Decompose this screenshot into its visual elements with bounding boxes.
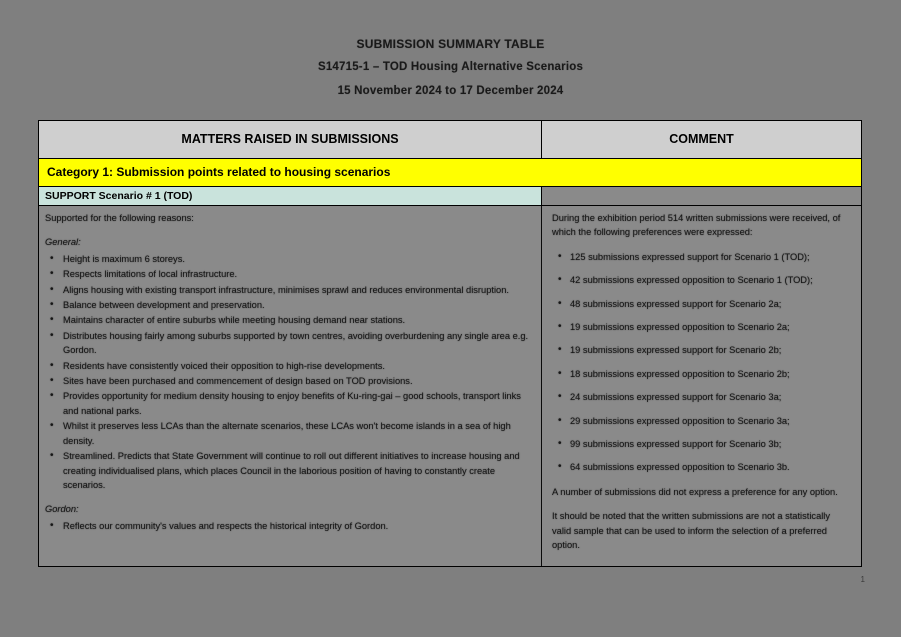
list-item: • Respects limitations of local infrastructure. bbox=[61, 267, 533, 281]
support-scenario-blank bbox=[542, 187, 861, 205]
gordon-subheading: Gordon: bbox=[45, 504, 79, 515]
matters-intro: Supported for the following reasons: bbox=[45, 213, 194, 223]
document-header bbox=[0, 0, 901, 97]
submission-counts-list bbox=[552, 250, 851, 475]
support-scenario-label: SUPPORT Scenario # 1 (TOD) bbox=[39, 187, 542, 205]
column-header-matters-raised: MATTERS RAISED IN SUBMISSIONS bbox=[39, 121, 542, 158]
category-label: Category 1: Submission points related to housing scenarios bbox=[39, 159, 861, 186]
page-title: SUBMISSION SUMMARY TABLE bbox=[356, 37, 545, 51]
comment-note-one: A number of submissions did not express a preference for any option. bbox=[552, 486, 838, 497]
list-item: • Sites have been purchased and commencement of design based on TOD provisions. bbox=[61, 374, 533, 388]
list-item: • 19 submissions expressed opposition to Scenario 2a; bbox=[570, 320, 851, 334]
list-item: • Balance between development and preservation. bbox=[61, 298, 533, 312]
page-number: 1 bbox=[860, 575, 865, 584]
matters-raised-cell bbox=[39, 206, 542, 566]
list-item: • 42 submissions expressed opposition to Scenario 1 (TOD); bbox=[570, 273, 851, 287]
list-item: • 64 submissions expressed opposition to Scenario 3b. bbox=[570, 460, 851, 474]
list-item: • Maintains character of entire suburbs while meeting housing demand near stations. bbox=[61, 313, 533, 327]
comment-intro: During the exhibition period 514 written submissions were received, of which the following preferences were expressed: bbox=[552, 213, 841, 238]
list-item: • 24 submissions expressed support for Scenario 3a; bbox=[570, 390, 851, 404]
category-row bbox=[39, 159, 861, 187]
page-subtitle: S14715-1 – TOD Housing Alternative Scenarios bbox=[317, 61, 584, 73]
list-item: • 18 submissions expressed opposition to Scenario 2b; bbox=[570, 367, 851, 381]
comment-note-two: It should be noted that the written submissions are not a statistically valid sample that can be used to inform the selection of a preferred option. bbox=[552, 511, 831, 551]
general-subheading: General: bbox=[45, 237, 81, 248]
page-daterange: 15 November 2024 to 17 December 2024 bbox=[337, 84, 564, 97]
spacer bbox=[45, 493, 533, 502]
list-item: • Residents have consistently voiced their opposition to high-rise developments. bbox=[61, 359, 533, 373]
comment-cell bbox=[542, 206, 861, 566]
list-item: • 29 submissions expressed opposition to Scenario 3a; bbox=[570, 414, 851, 428]
list-item: • 99 submissions expressed support for Scenario 3b; bbox=[570, 437, 851, 451]
general-points-list bbox=[45, 252, 533, 493]
list-item: • Reflects our community's values and respects the historical integrity of Gordon. bbox=[61, 519, 533, 533]
list-item: • Distributes housing fairly among suburbs supported by town centres, avoiding overburdening any single area e.g. Gordon. bbox=[61, 329, 533, 358]
list-item: • Height is maximum 6 storeys. bbox=[61, 252, 533, 266]
list-item: • 48 submissions expressed support for Scenario 2a; bbox=[570, 297, 851, 311]
list-item: • Aligns housing with existing transport infrastructure, minimises sprawl and reduces environmental disruption. bbox=[61, 283, 533, 297]
gordon-points-list bbox=[45, 519, 533, 533]
list-item: • 125 submissions expressed support for Scenario 1 (TOD); bbox=[570, 250, 851, 264]
table-header-row bbox=[39, 121, 861, 159]
column-header-comment: COMMENT bbox=[542, 121, 861, 158]
submission-summary-table bbox=[38, 120, 862, 567]
table-body-row bbox=[39, 206, 861, 566]
list-item: • 19 submissions expressed support for Scenario 2b; bbox=[570, 343, 851, 357]
list-item: • Whilst it preserves less LCAs than the alternate scenarios, these LCAs won't become islands in a sea of high density. bbox=[61, 419, 533, 448]
support-scenario-row bbox=[39, 187, 861, 206]
list-item: • Provides opportunity for medium density housing to enjoy benefits of Ku-ring-gai – good schools, transport links and national parks. bbox=[61, 389, 533, 418]
list-item: • Streamlined. Predicts that State Government will continue to roll out different initiatives to increase housing and creating individualised plans, which places Council in the laborious position of having to constantly create scenarios. bbox=[61, 449, 533, 492]
